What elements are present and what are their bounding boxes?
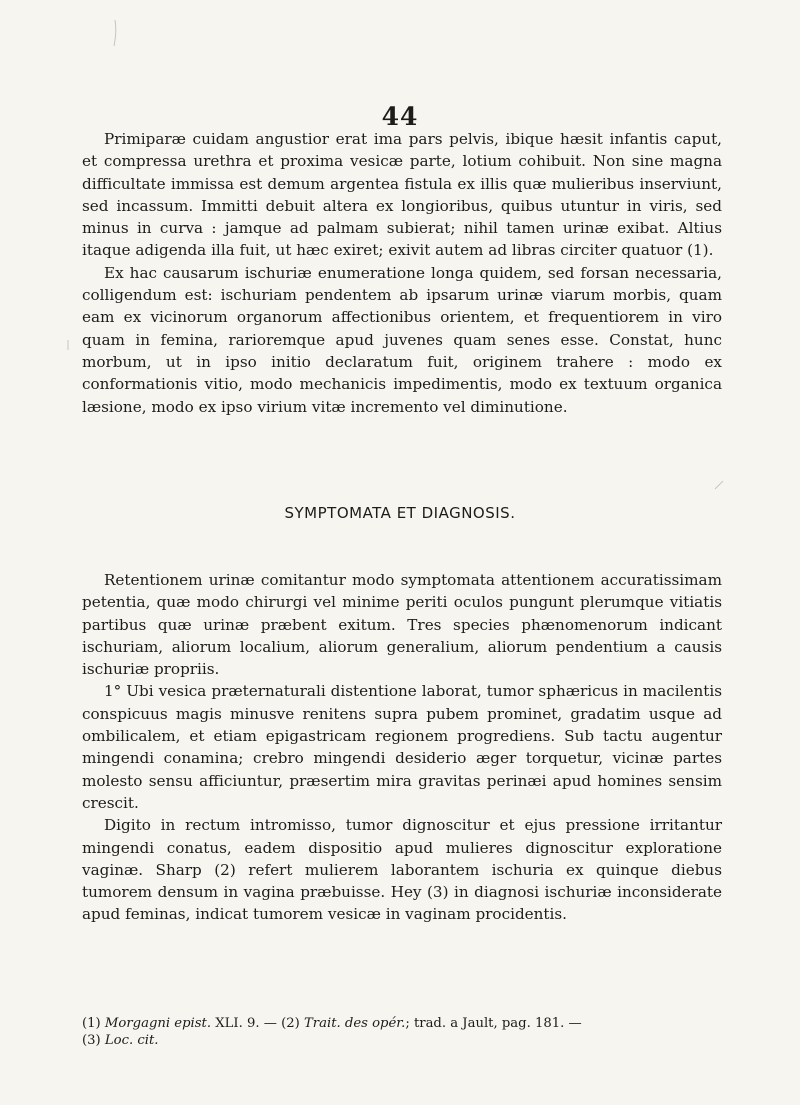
- page-number: 44: [381, 102, 419, 131]
- footnote-ref-1: XLI. 9. —: [215, 1016, 277, 1031]
- paragraph-distension: 1° Ubi vesica præternaturali distentione laborat, tumor sphæricus in macilentis conspicuus magis minusve renitens supra pubem prominet, gradatim usque ad ombilicalem, et etiam epigastricam regionem progrediens. Sub tactu augentur mingendi conamina; crebro mingendi desiderio æger torquetur, vicinæ partes molesto sensu afficiuntur, præsertim mira gravitas perinæi apud homines sensim crescit.: [82, 682, 722, 812]
- footnote-source-1: Morgagni epist.: [104, 1016, 212, 1031]
- paper-speck-left-icon: [62, 338, 74, 352]
- paragraph-causes-summary: Ex hac causarum ischuriæ enumeratione longa quidem, sed forsan necessaria, colligendum est: ischuriam pendentem ab ipsarum urinæ viarum morbis, quam eam ex vicinorum organorum affectionibus orientem, et frequentiorem in viro quam in femina, rarioremque apud juvenes quam senes esse. Constat, hunc morbum, ut in ipso initio declaratum fuit, originem trahere : modo ex conformationis vitio, modo mechanicis impedimentis, modo ex textuum organica læsione, modo ex ipso virium vitæ incremento vel diminutione.: [82, 263, 722, 416]
- paragraph-primiparae: Primiparæ cuidam angustior erat ima pars pelvis, ibique hæsit infantis caput, et compressa urethra et proxima vesicæ parte, lotium cohibuit. Non sine magna difficultate immissa est demum argentea fistula ex illis quæ mulieribus inserviunt, sed incassum. Immitti debuit altera ex longioribus, quibus utuntur in viris, sed minus in curva : jamque ad palmam subierat; nihil tamen urinæ exibat. Altius itaque adigenda illa fuit, ut hæc exiret; exivit autem ad libras circiter quatuor (1).: [82, 130, 722, 260]
- paragraph-digital-exam: Digito in rectum intromisso, tumor dignoscitur et ejus pressione irritantur mingendi conatus, eadem dispositio apud mulieres dignoscitur exploratione vaginæ. Sharp (2) refert mulierem laborantem ischuria ex quinque diebus tumorem densum in vagina præbuisse. Hey (3) in diagnosi ischuriæ inconsiderate apud feminas, indicat tumorem vesicæ in vaginam procidentis.: [82, 816, 722, 924]
- footnote-source-2: Trait. des opér.: [304, 1016, 406, 1031]
- footnote-marker-2: (2): [281, 1016, 300, 1031]
- footnote-marker-1: (1): [82, 1016, 101, 1031]
- intro-text: [82, 128, 722, 418]
- paragraph-retention: Retentionem urinæ comitantur modo symptomata attentionem accuratissimam petentia, quæ modo chirurgi vel minime periti oculos pungunt plerumque vitiatis partibus quæ urinæ præbent exitum. Tres species phænomenorum indicant ischuriam, aliorum localium, aliorum generalium, aliorum pendentium a causis ischuriæ propriis.: [82, 571, 722, 679]
- paper-speck-top-icon: [108, 18, 122, 48]
- footnote-marker-3: (3): [82, 1033, 101, 1048]
- footnote-ref-2: ; trad. a Jault, pag. 181. —: [405, 1016, 582, 1031]
- section-heading: SYMPTOMATA ET DIAGNOSIS.: [284, 504, 516, 522]
- section-text: [82, 569, 722, 926]
- footnote-line-1: [82, 1015, 722, 1032]
- footnote-line-2: [82, 1032, 722, 1049]
- footnote-source-3: Loc. cit.: [104, 1033, 159, 1048]
- footnotes: [82, 1015, 722, 1049]
- paper-speck-right-icon: [712, 478, 726, 492]
